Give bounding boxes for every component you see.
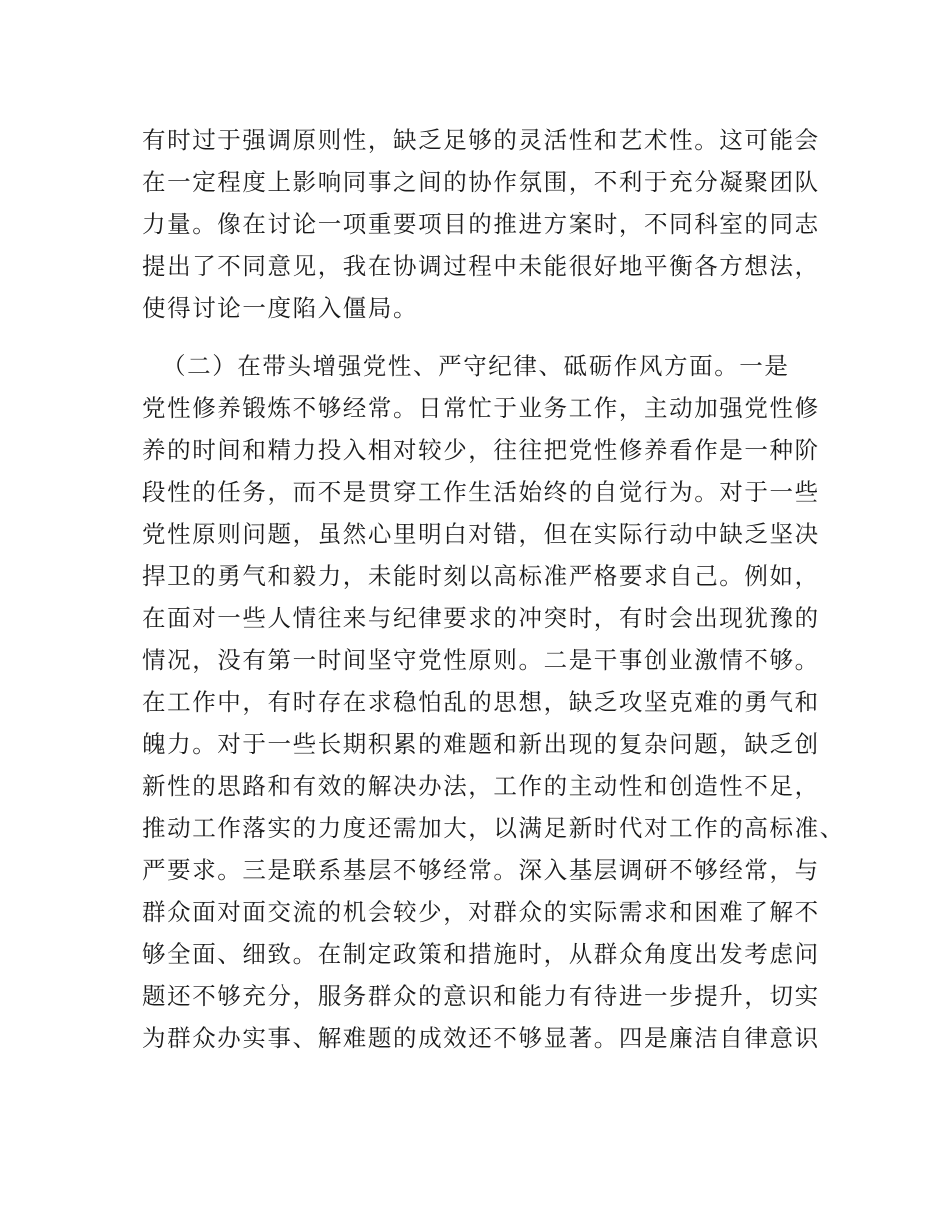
paragraph-line: 党性原则问题，虽然心里明白对错，但在实际行动中缺乏坚决 (142, 520, 820, 548)
paragraph-line: 在一定程度上影响同事之间的协作氛围，不利于充分凝聚团队 (142, 168, 820, 196)
paragraph-2 (142, 345, 845, 1059)
paragraph-line: 在面对一些人情往来与纪律要求的冲突时，有时会出现犹豫的 (142, 604, 820, 632)
paragraph-line: 在工作中，有时存在求稳怕乱的思想，缺乏攻坚克难的勇气和 (142, 688, 820, 716)
paragraph-line: 推动工作落实的力度还需加大，以满足新时代对工作的高标准、 (142, 814, 845, 842)
paragraph-line: 使得讨论一度陷入僵局。 (142, 294, 419, 322)
paragraph-line: 提出了不同意见，我在协调过程中未能很好地平衡各方想法， (142, 252, 820, 280)
paragraph-line: 养的时间和精力投入相对较少，往往把党性修养看作是一种阶 (142, 436, 820, 464)
paragraph-line: 魄力。对于一些长期积累的难题和新出现的复杂问题，缺乏创 (142, 730, 820, 758)
paragraph-line: 严要求。三是联系基层不够经常。深入基层调研不够经常，与 (142, 856, 820, 884)
paragraph-line: 新性的思路和有效的解决办法，工作的主动性和创造性不足， (142, 772, 820, 800)
paragraph-line: 捍卫的勇气和毅力，未能时刻以高标准严格要求自己。例如， (142, 562, 820, 590)
paragraph-line: 群众面对面交流的机会较少，对群众的实际需求和困难了解不 (142, 898, 820, 926)
paragraph-line: 段性的任务，而不是贯穿工作生活始终的自觉行为。对于一些 (142, 478, 820, 506)
paragraph-line: 为群众办实事、解难题的成效还不够显著。四是廉洁自律意识 (142, 1024, 820, 1052)
paragraph-line: 够全面、细致。在制定政策和措施时，从群众角度出发考虑问 (142, 940, 820, 968)
paragraph-line: 题还不够充分，服务群众的意识和能力有待进一步提升，切实 (142, 982, 820, 1010)
paragraph-line: 党性修养锻炼不够经常。日常忙于业务工作，主动加强党性修 (142, 394, 820, 422)
paragraph-line: （二）在带头增强党性、严守纪律、砥砺作风方面。一是 (162, 352, 790, 380)
paragraph-line: 力量。像在讨论一项重要项目的推进方案时，不同科室的同志 (142, 210, 820, 238)
paragraph-line: 有时过于强调原则性，缺乏足够的灵活性和艺术性。这可能会 (142, 126, 820, 154)
paragraph-1 (142, 119, 822, 329)
paragraph-line: 情况，没有第一时间坚守党性原则。二是干事创业激情不够。 (142, 646, 820, 674)
